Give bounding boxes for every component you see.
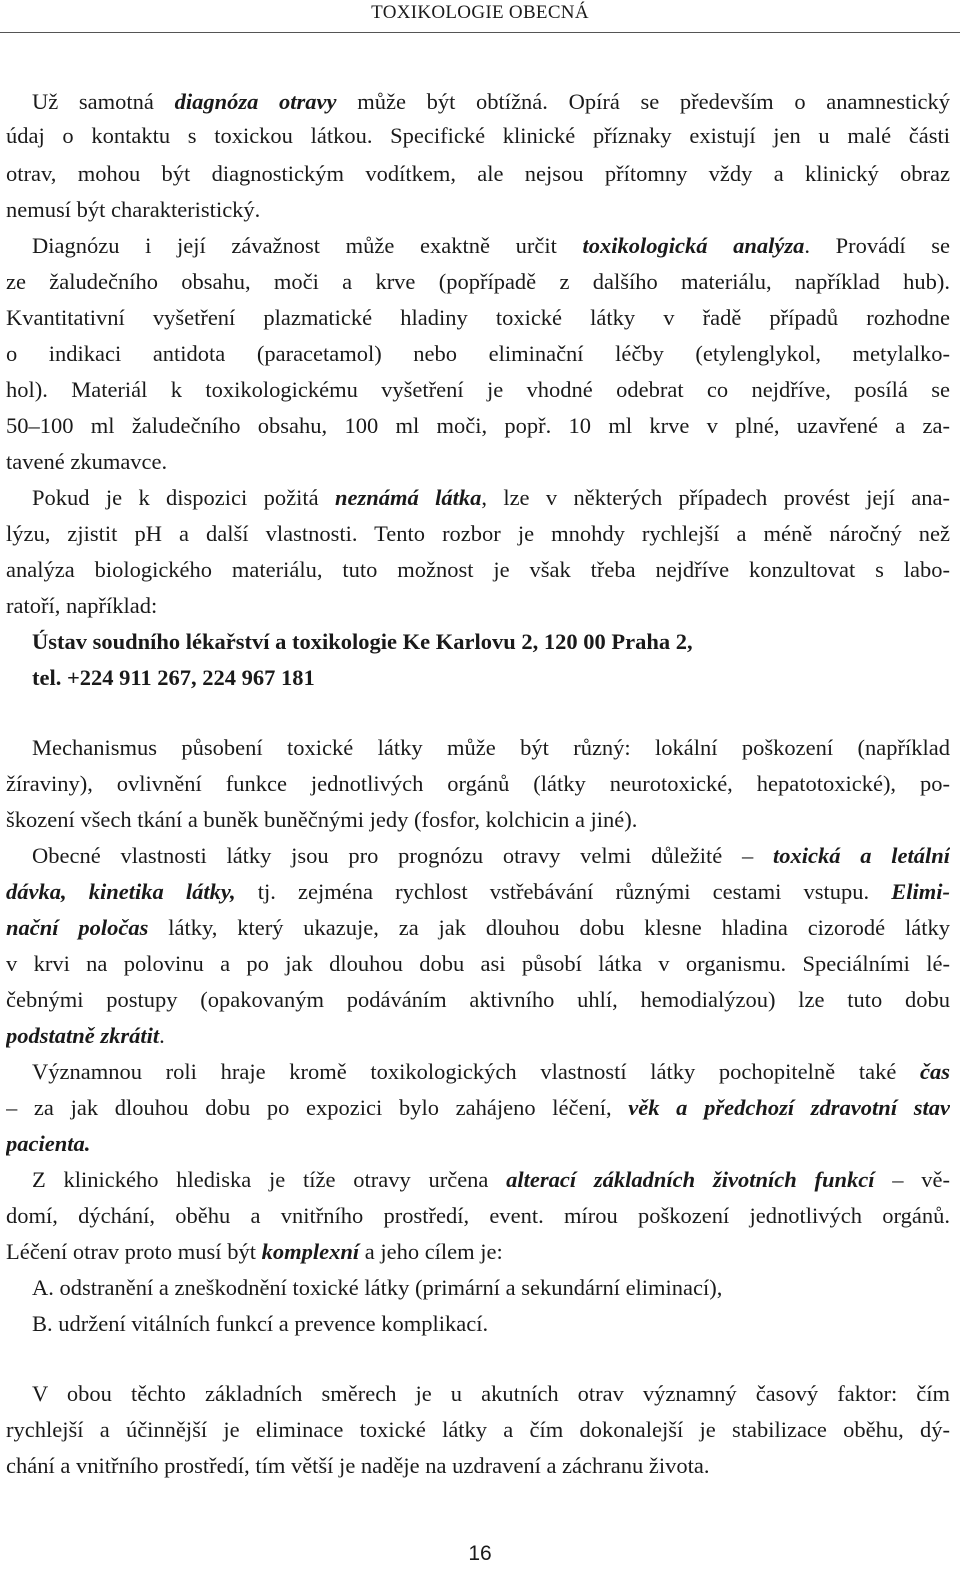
text-line [6, 947, 950, 981]
text-segment: může být obtížná. Opírá se především o anamnestický [336, 89, 950, 114]
text-line [6, 1163, 950, 1197]
page-number: 16 [468, 1542, 492, 1565]
text-segment: Léčení otrav proto musí být [6, 1239, 262, 1264]
text-line [6, 445, 950, 479]
text-segment: žíraviny), ovlivnění funkce jednotlivých orgánů (látky neurotoxické, hepatotoxické), po- [6, 771, 950, 796]
text-segment: Už samotná [32, 89, 175, 114]
text-segment: . Provádí se [804, 233, 950, 258]
text-segment: ratoří, například: [6, 593, 158, 618]
text-line [6, 875, 950, 909]
text-line [6, 589, 950, 623]
text-line [6, 265, 950, 299]
text-line [6, 409, 950, 443]
text-segment: B. udržení vitálních funkcí a prevence komplikací. [32, 1311, 489, 1336]
text-line [6, 911, 950, 945]
text-segment: tj. zejména rychlost vstřebávání různými cestami vstupu. [235, 879, 892, 904]
emphasis-text: Elimi- [891, 879, 950, 904]
text-line [6, 85, 950, 119]
bold-text: Ústav soudního lékařství a toxikologie Ke Karlovu 2, 120 00 Praha 2, [32, 629, 693, 654]
text-segment: Diagnózu i její závažnost může exaktně určit [32, 233, 583, 258]
text-segment: – za jak dlouhou dobu po expozici bylo zahájeno léčení, [6, 1095, 629, 1120]
text-line [6, 1271, 950, 1305]
text-segment: A. odstranění a zneškodnění toxické látky (primární a sekundární eliminací), [32, 1275, 723, 1300]
text-line [6, 1413, 950, 1447]
text-line [6, 661, 950, 695]
text-line [6, 1307, 950, 1341]
text-segment: Pokud je k dispozici požitá [32, 485, 335, 510]
text-line [6, 803, 950, 837]
text-segment: . [159, 1023, 165, 1048]
text-line [6, 193, 950, 227]
text-line [6, 983, 950, 1017]
text-line [6, 337, 950, 371]
text-line [6, 1199, 950, 1233]
bold-text: tel. +224 911 267, 224 967 181 [32, 665, 315, 690]
emphasis-text: alterací základních životních funkcí [506, 1167, 875, 1192]
text-line [6, 553, 950, 587]
text-line [6, 481, 950, 515]
text-segment: lýzu, zjistit pH a další vlastnosti. Tento rozbor je mnohdy rychlejší a méně náročný než [6, 521, 950, 546]
text-segment: o indikaci antidota (paracetamol) nebo eliminační léčby (etylenglykol, metylalko- [6, 341, 950, 366]
emphasis-text: toxická a letální [773, 843, 950, 868]
text-segment: čebnými postupy (opakovaným podáváním aktivního uhlí, hemodialýzou) lze tuto dobu [6, 987, 950, 1012]
text-segment: Z klinického hlediska je tíže otravy určena [32, 1167, 507, 1192]
text-line [6, 1019, 950, 1053]
text-line [6, 767, 950, 801]
text-segment: a jeho cílem je: [359, 1239, 503, 1264]
text-segment: V obou těchto základních směrech je u akutních otrav významný časový faktor: čím [32, 1381, 950, 1406]
text-line [6, 301, 950, 335]
text-segment: v krvi na polovinu a po jak dlouhou dobu asi působí látka v organismu. Speciálními lé- [6, 951, 950, 976]
text-line [6, 373, 950, 407]
running-header: TOXIKOLOGIE OBECNÁ [371, 2, 589, 23]
text-segment: domí, dýchání, oběhu a vnitřního prostředí, event. mírou poškození jednotlivých orgánů. [6, 1203, 950, 1228]
text-line [6, 1127, 950, 1161]
emphasis-text: věk a předchozí zdravotní stav [628, 1095, 950, 1120]
text-segment: , lze v některých případech provést její ana- [481, 485, 950, 510]
text-segment: tavené zkumavce. [6, 449, 168, 474]
text-segment: 50–100 ml žaludečního obsahu, 100 ml moči, popř. 10 ml krve v plné, uzavřené a za- [6, 413, 950, 438]
emphasis-text: komplexní [261, 1239, 360, 1264]
text-segment: ze žaludečního obsahu, moči a krve (popřípadě z dalšího materiálu, například hub). [6, 269, 950, 294]
emphasis-text: čas [920, 1059, 950, 1084]
text-line [6, 731, 950, 765]
text-segment: nemusí být charakteristický. [6, 197, 261, 222]
text-line [6, 839, 950, 873]
emphasis-text: neznámá látka [334, 485, 482, 510]
text-segment: analýza biologického materiálu, tuto možnost je však třeba nejdříve konzultovat s labo- [6, 557, 950, 582]
emphasis-text: podstatně zkrátit [6, 1023, 160, 1048]
text-line [6, 1091, 950, 1125]
text-line [6, 1449, 950, 1483]
text-line [6, 157, 950, 191]
text-segment: rychlejší a účinnější je eliminace toxické látky a čím dokonalejší je stabilizace oběhu, dý- [6, 1417, 950, 1442]
text-segment: chání a vnitřního prostředí, tím větší je naděje na uzdravení a záchranu života. [6, 1453, 710, 1478]
text-segment: Významnou roli hraje kromě toxikologických vlastností látky pochopitelně také [32, 1059, 920, 1084]
text-line [6, 517, 950, 551]
text-line [6, 625, 950, 659]
text-line [6, 1377, 950, 1411]
emphasis-text: toxikologická analýza [582, 233, 805, 258]
emphasis-text: dávka, kinetika látky, [6, 879, 236, 904]
text-segment: Mechanismus působení toxické látky může být různý: lokální poškození (například [32, 735, 950, 760]
text-line [6, 1055, 950, 1089]
emphasis-text: pacienta. [6, 1131, 91, 1156]
text-segment: otrav, mohou být diagnostickým vodítkem, ale nejsou přítomny vždy a klinický obraz [6, 161, 950, 186]
text-segment: Obecné vlastnosti látky jsou pro prognózu otravy velmi důležité – [32, 843, 774, 868]
text-segment: látky, který ukazuje, za jak dlouhou dobu klesne hladina cizorodé látky [148, 915, 950, 940]
text-segment: údaj o kontaktu s toxickou látkou. Specifické klinické příznaky existují jen u malé části [6, 123, 950, 148]
text-line [6, 1235, 950, 1269]
text-segment: hol). Materiál k toxikologickému vyšetření je vhodné odebrat co nejdříve, posílá se [6, 377, 950, 402]
header-divider [0, 32, 960, 33]
text-segment: škození všech tkání a buněk buněčnými jedy (fosfor, kolchicin a jiné). [6, 807, 638, 832]
text-segment: – vě- [874, 1167, 950, 1192]
emphasis-text: diagnóza otravy [174, 89, 337, 114]
text-segment: Kvantitativní vyšetření plazmatické hladiny toxické látky v řadě případů rozhodne [6, 305, 950, 330]
text-line [6, 229, 950, 263]
text-line [6, 119, 950, 153]
emphasis-text: nační poločas [6, 915, 149, 940]
